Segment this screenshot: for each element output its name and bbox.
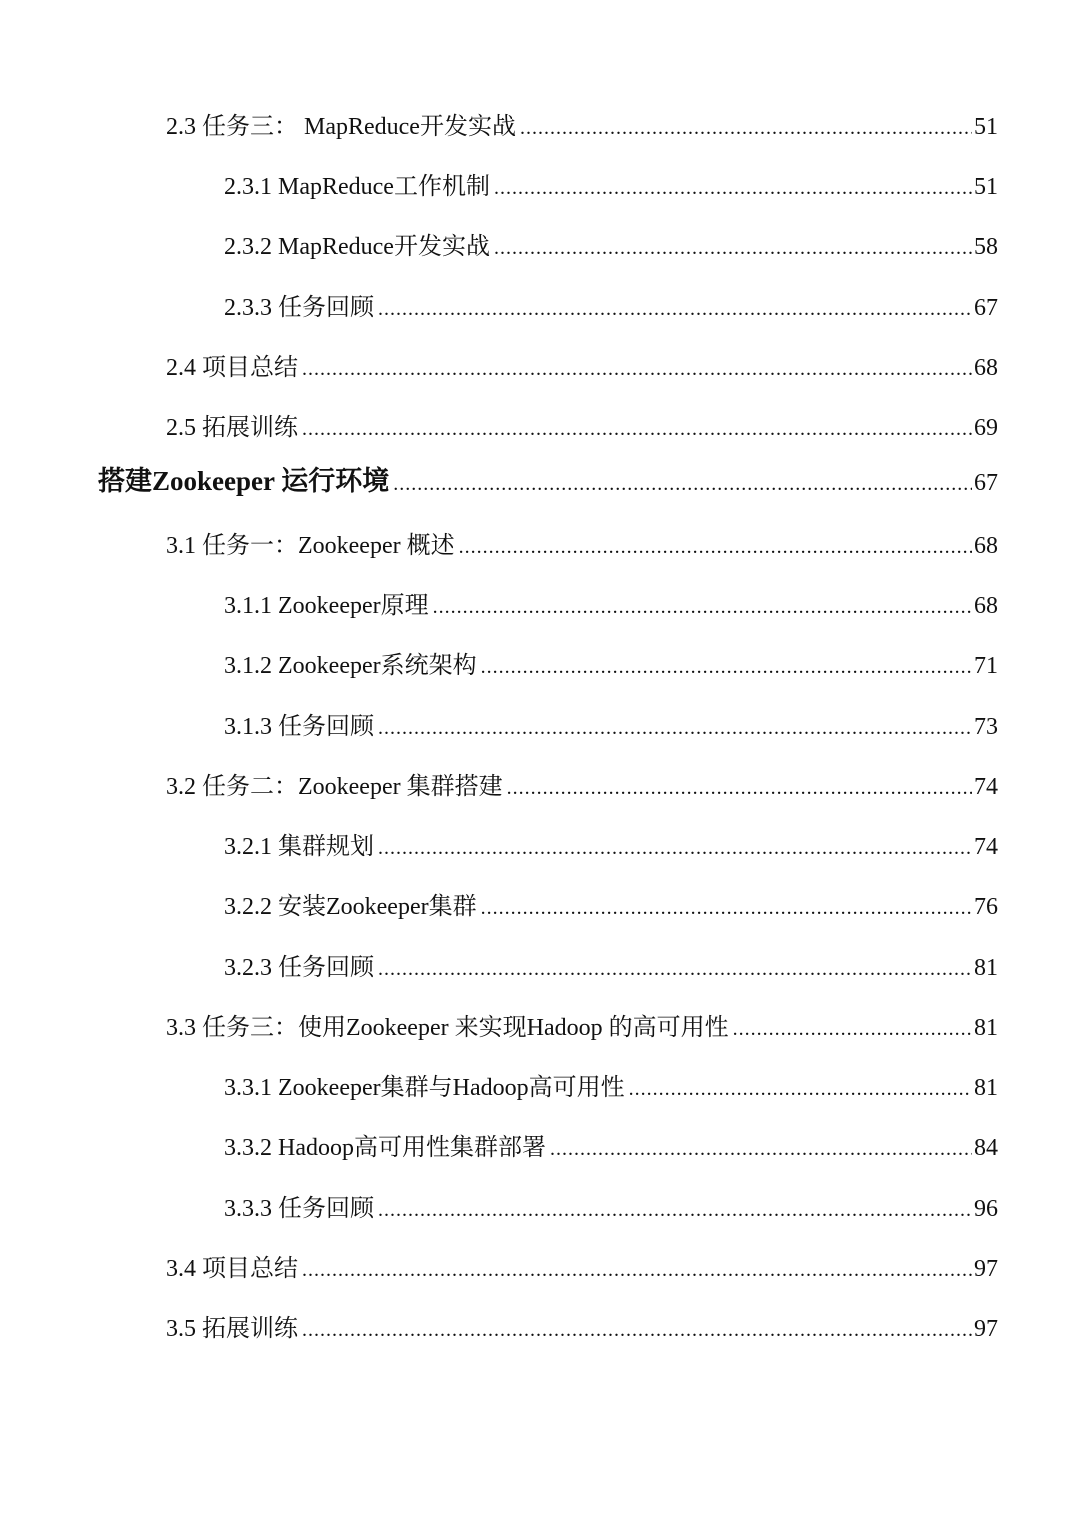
toc-entry-title: 2.5 拓展训练 [166, 415, 298, 441]
dot-leader [378, 833, 972, 863]
dot-leader [378, 294, 972, 324]
toc-page-number: 76 [974, 894, 998, 920]
toc-entry-3-1-1[interactable] [224, 591, 998, 622]
dot-leader [302, 354, 972, 384]
dot-leader [378, 954, 972, 984]
toc-entry-title: 3.1.2 Zookeeper系统架构 [224, 653, 477, 679]
toc-chapter-title: 搭建Zookeeper 运行环境 [98, 466, 390, 496]
toc-entry-2-4[interactable] [166, 353, 998, 384]
toc-entry-2-3-3[interactable] [224, 293, 998, 324]
toc-entry-3-2-1[interactable] [224, 832, 998, 863]
toc-page-number: 97 [974, 1256, 998, 1282]
toc-entry-3-1-2[interactable] [224, 651, 998, 682]
toc-entry-3-1-3[interactable] [224, 712, 998, 743]
toc-page-number: 51 [974, 114, 998, 140]
toc-page-number: 84 [974, 1135, 998, 1161]
dot-leader [393, 469, 972, 499]
toc-entry-title: 3.1 任务一：Zookeeper 概述 [166, 533, 455, 559]
dot-leader [520, 113, 972, 143]
toc-page-number: 67 [974, 470, 998, 496]
toc-entry-title: 3.4 项目总结 [166, 1256, 298, 1282]
toc-entry-3-2[interactable] [166, 772, 998, 803]
toc-entry-title: 3.2.1 集群规划 [224, 834, 374, 860]
toc-page-number: 67 [974, 295, 998, 321]
toc-entry-3-2-2[interactable] [224, 892, 998, 923]
toc-page-number: 97 [974, 1316, 998, 1342]
toc-entry-title: 3.3.3 任务回顾 [224, 1196, 374, 1222]
toc-page-number: 68 [974, 355, 998, 381]
toc-entry-title: 2.4 项目总结 [166, 355, 298, 381]
toc-page-number: 51 [974, 174, 998, 200]
toc-entry-title: 3.2.3 任务回顾 [224, 955, 374, 981]
toc-entry-title: 2.3 任务三： MapReduce开发实战 [166, 114, 516, 140]
toc-page-number: 73 [974, 714, 998, 740]
toc-entry-3-2-3[interactable] [224, 953, 998, 984]
toc-entry-title: 2.3.1 MapReduce工作机制 [224, 174, 490, 200]
toc-page-number: 81 [974, 1015, 998, 1041]
dot-leader [378, 1195, 972, 1225]
toc-entry-title: 3.2.2 安装Zookeeper集群 [224, 894, 477, 920]
dot-leader [302, 1255, 972, 1285]
toc-entry-title: 3.1.3 任务回顾 [224, 714, 374, 740]
dot-leader [629, 1074, 972, 1104]
dot-leader [481, 652, 972, 682]
dot-leader [507, 773, 972, 803]
toc-entry-2-3[interactable] [166, 112, 998, 143]
toc-entry-3-3-2[interactable] [224, 1133, 998, 1164]
dot-leader [733, 1014, 972, 1044]
toc-entry-2-5[interactable] [166, 413, 998, 444]
toc-page-number: 58 [974, 234, 998, 260]
toc-entry-2-3-1[interactable] [224, 172, 998, 203]
toc-page-number: 69 [974, 415, 998, 441]
toc-entry-2-3-2[interactable] [224, 232, 998, 263]
toc-entry-title: 2.3.3 任务回顾 [224, 295, 374, 321]
dot-leader [433, 592, 972, 622]
toc-page-number: 74 [974, 834, 998, 860]
toc-page-number: 68 [974, 533, 998, 559]
toc-entry-3-3-1[interactable] [224, 1073, 998, 1104]
toc-entry-chapter-3[interactable] [98, 466, 998, 499]
toc-page-number: 81 [974, 955, 998, 981]
toc-entry-title: 3.3.1 Zookeeper集群与Hadoop高可用性 [224, 1075, 625, 1101]
dot-leader [550, 1134, 972, 1164]
toc-entry-title: 3.3.2 Hadoop高可用性集群部署 [224, 1135, 546, 1161]
toc-entry-3-3-3[interactable] [224, 1194, 998, 1225]
dot-leader [481, 893, 972, 923]
toc-page-number: 74 [974, 774, 998, 800]
toc-page-number: 96 [974, 1196, 998, 1222]
toc-page-number: 68 [974, 593, 998, 619]
toc-entry-3-3[interactable] [166, 1013, 998, 1044]
toc-page-number: 81 [974, 1075, 998, 1101]
toc-entry-title: 3.1.1 Zookeeper原理 [224, 593, 429, 619]
toc-entry-title: 2.3.2 MapReduce开发实战 [224, 234, 490, 260]
toc-entry-title: 3.2 任务二：Zookeeper 集群搭建 [166, 774, 503, 800]
dot-leader [494, 173, 972, 203]
toc-page-number: 71 [974, 653, 998, 679]
dot-leader [302, 1315, 972, 1345]
toc-entry-3-5[interactable] [166, 1314, 998, 1345]
toc-entry-title: 3.5 拓展训练 [166, 1316, 298, 1342]
dot-leader [378, 713, 972, 743]
dot-leader [302, 414, 972, 444]
dot-leader [494, 233, 972, 263]
toc-entry-3-1[interactable] [166, 531, 998, 562]
toc-entry-title: 3.3 任务三：使用Zookeeper 来实现Hadoop 的高可用性 [166, 1015, 729, 1041]
dot-leader [459, 532, 972, 562]
toc-entry-3-4[interactable] [166, 1254, 998, 1285]
